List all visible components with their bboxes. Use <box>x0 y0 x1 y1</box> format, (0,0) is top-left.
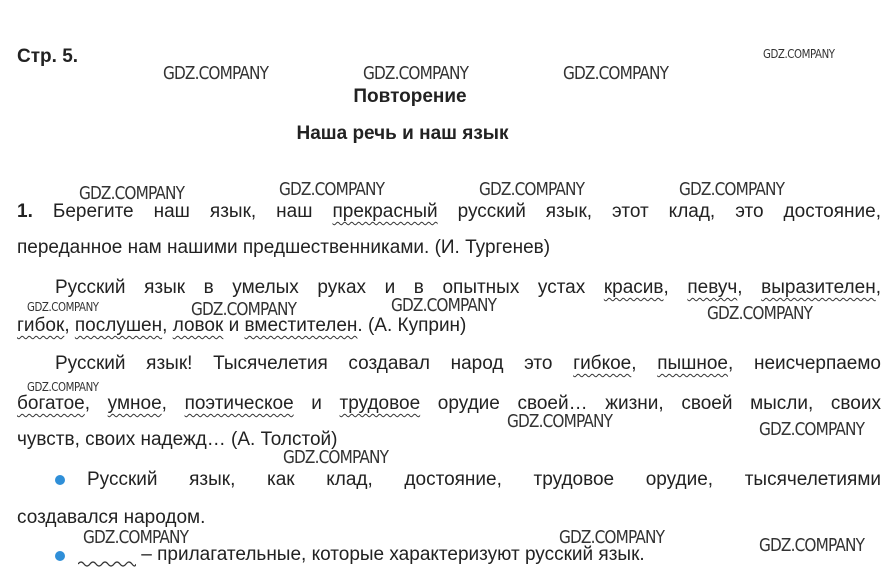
watermark: GDZ.COMPANY <box>191 299 297 320</box>
text-span: , <box>161 393 185 414</box>
watermark: GDZ.COMPANY <box>279 179 385 200</box>
watermark: GDZ.COMPANY <box>479 179 585 200</box>
watermark: GDZ.COMPANY <box>391 295 497 316</box>
underlined-word: певуч <box>687 277 738 298</box>
text-span: , <box>64 315 75 336</box>
watermark: GDZ.COMPANY <box>27 380 99 394</box>
underlined-word: поэтическое <box>184 393 294 414</box>
text-span: , <box>737 277 762 298</box>
watermark: GDZ.COMPANY <box>79 183 185 204</box>
underlined-word: выразителен <box>761 277 876 298</box>
underlined-word: ловок <box>172 315 224 336</box>
watermark: GDZ.COMPANY <box>763 47 835 61</box>
watermark: GDZ.COMPANY <box>679 179 785 200</box>
underlined-word: трудовое <box>339 393 421 414</box>
underlined-word: гибкое <box>573 353 632 374</box>
underlined-word: красив <box>603 277 664 298</box>
watermark: GDZ.COMPANY <box>563 63 669 84</box>
text-span: русский язык, этот клад, это достояние, <box>437 201 881 222</box>
text-span: , неисчерпаемо <box>728 353 881 374</box>
text-line <box>17 352 881 376</box>
watermark: GDZ.COMPANY <box>759 535 865 556</box>
underlined-word: умное <box>107 393 162 414</box>
underlined-word: вместителен <box>244 315 358 336</box>
text-span: – прилагательные, которые характеризуют русский язык. <box>136 544 645 565</box>
underlined-word: послушен <box>74 315 163 336</box>
text-span: и <box>293 393 340 414</box>
text-span: и <box>223 315 245 336</box>
underlined-word: гибок <box>17 315 65 336</box>
watermark: GDZ.COMPANY <box>559 527 665 548</box>
text-span: орудие своей… жизни, своей мысли, своих <box>420 393 881 414</box>
exercise-number: 1. <box>17 201 33 222</box>
bullet-dot <box>55 551 65 561</box>
text-span: Русский язык! Тысячелетия создавал народ это <box>55 353 574 374</box>
watermark: GDZ.COMPANY <box>283 447 389 468</box>
text-span: , <box>162 315 173 336</box>
text-line: чувств, своих надежд… (А. Толстой) <box>17 429 338 450</box>
underlined-word: прекрасный <box>332 201 438 222</box>
answer-blank <box>78 546 136 560</box>
underlined-word: пышное <box>657 353 729 374</box>
watermark: GDZ.COMPANY <box>707 303 813 324</box>
watermark: GDZ.COMPANY <box>363 63 469 84</box>
text-span: Русский язык в умелых руках и в опытных устах <box>55 277 604 298</box>
section-subtitle: Наша речь и наш язык <box>296 123 509 144</box>
text-span: , <box>663 277 688 298</box>
watermark: GDZ.COMPANY <box>507 411 613 432</box>
watermark: GDZ.COMPANY <box>759 419 865 440</box>
page-number: Стр. 5. <box>17 46 79 67</box>
bullet-text <box>78 543 858 567</box>
text-span: , <box>875 277 881 298</box>
watermark: GDZ.COMPANY <box>27 300 99 314</box>
text-span: , <box>84 393 108 414</box>
text-line <box>17 392 881 416</box>
text-line: переданное нам нашими предшественниками. (И. Тургенев) <box>17 237 551 258</box>
watermark: GDZ.COMPANY <box>163 63 269 84</box>
text-span: . (А. Куприн) <box>357 315 467 336</box>
text-span: Берегите наш язык, наш <box>52 201 333 222</box>
bullet-text: Русский язык, как клад, достояние, трудовое орудие, тысячелетиями <box>87 469 881 490</box>
section-title: Повторение <box>353 86 467 107</box>
text-span: , <box>631 353 658 374</box>
bullet-text: создавался народом. <box>17 507 206 528</box>
underlined-word: богатое <box>17 393 85 414</box>
watermark: GDZ.COMPANY <box>83 527 189 548</box>
